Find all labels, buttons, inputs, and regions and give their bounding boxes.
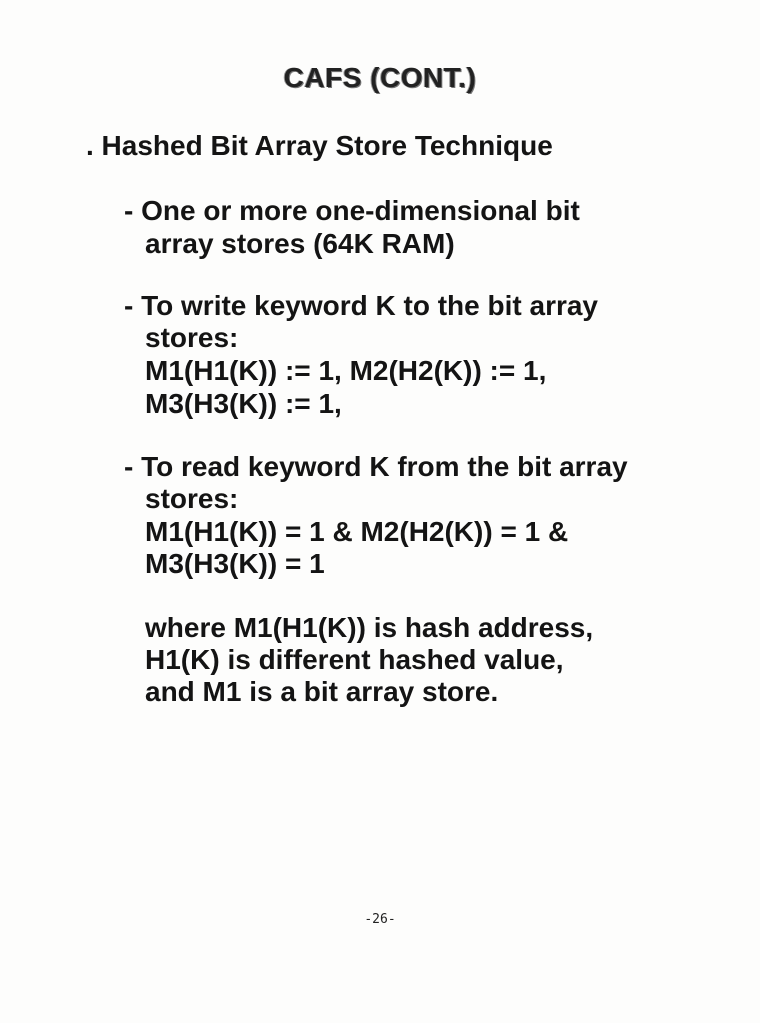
page-number: -26- <box>364 912 396 927</box>
item3-line1: - To read keyword K from the bit array <box>124 451 628 482</box>
item2-line4: M3(H3(K)) := 1, <box>145 388 342 419</box>
page-title: CAFS (CONT.) <box>283 62 477 93</box>
item1-line1: - One or more one-dimensional bit <box>124 195 580 226</box>
item2-line1: - To write keyword K to the bit array <box>124 290 599 321</box>
item3-line4: M3(H3(K)) = 1 <box>145 548 325 579</box>
item2-line3: M1(H1(K)) := 1, M2(H2(K)) := 1, <box>145 355 547 386</box>
note-line2: H1(K) is different hashed value, <box>145 644 564 675</box>
item3-line2: stores: <box>145 483 239 514</box>
note-line3: and M1 is a bit array store. <box>145 676 499 707</box>
note-line1: where M1(H1(K)) is hash address, <box>145 612 594 643</box>
item2-line2: stores: <box>145 322 239 353</box>
item1-line2: array stores (64K RAM) <box>145 228 455 259</box>
item3-line3: M1(H1(K)) = 1 & M2(H2(K)) = 1 & <box>145 516 569 547</box>
bullet-heading: . Hashed Bit Array Store Technique <box>86 130 553 161</box>
